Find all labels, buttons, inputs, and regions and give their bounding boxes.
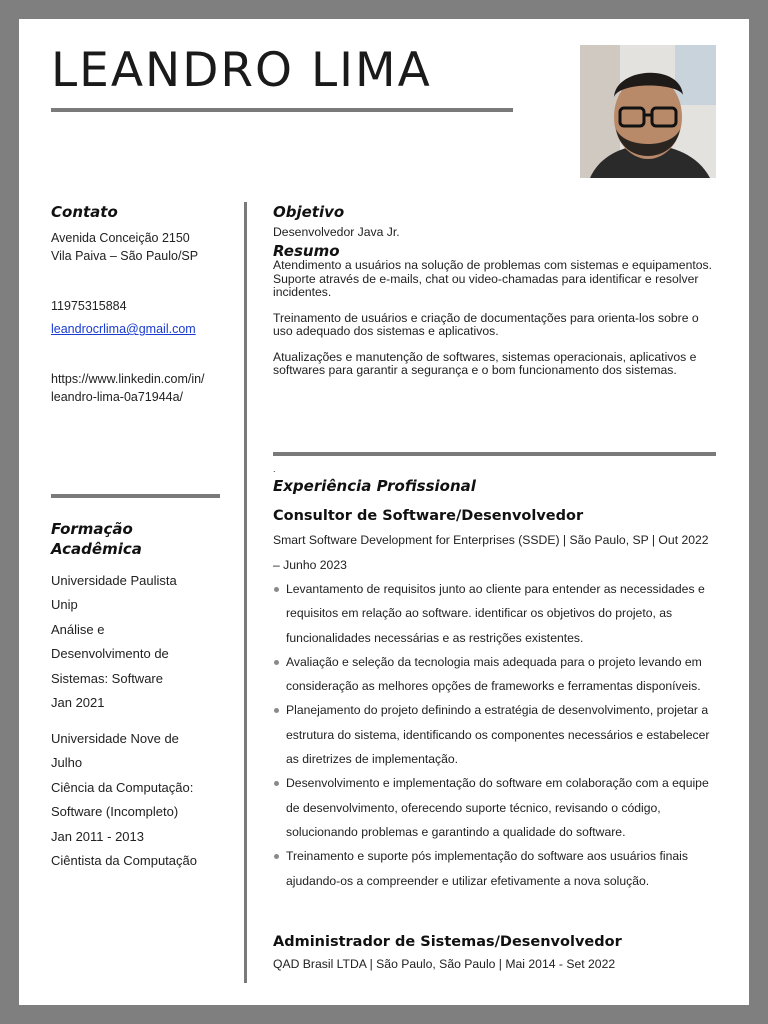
email-link[interactable]: leandrocrlima@gmail.com [51,322,196,336]
education-line: Análise e [51,621,105,637]
summary-body [273,259,717,390]
summary-paragraph: Atendimento a usuários na solução de problemas com sistemas e equipamentos. Suporte através de e-mails, chat ou video-chamadas para identificar e resolver incidentes. [273,258,712,299]
list-item [273,771,717,844]
education-line: Unip [51,597,78,613]
education-title-line-1: Formação [51,520,133,538]
summary-paragraph: Treinamento de usuários e criação de documentações para orienta-los sobre o uso adequado dos sistemas e aplicativos. [273,310,699,338]
bullet-text: Avaliação e seleção da tecnologia mais adequada para o projeto levando em consideração as melhores opções de frameworks e ferramentas disponíveis. [286,654,702,694]
email-wrapper [51,320,231,339]
education-title-line-2: Acadêmica [51,540,142,558]
address-line-2: Vila Paiva – São Paulo/SP [51,249,199,263]
bullet-icon [274,781,279,786]
education-line: Software (Incompleto) [51,804,179,820]
summary-divider [273,452,716,456]
job-title: Administrador de Sistemas/Desenvolvedor [273,934,622,950]
summary-paragraph: Atualizações e manutenção de softwares, sistemas operacionais, aplicativos e softwares para garantir a segurança e o bom funcionamento dos sistemas. [273,349,697,377]
education-line: Ciência da Computação: [51,779,194,795]
objective-text: Desenvolvedor Java Jr. [273,225,400,239]
bullet-text: Desenvolvimento e implementação do software em colaboração com a equipe de desenvolvimento, oferecendo suporte técnico, revisando o código, solucionando problemas e garantindo a qualidade do software. [286,776,709,839]
bullet-icon [274,708,279,713]
education-line: Julho [51,755,83,771]
education-line: Universidade Paulista [51,573,177,588]
education-line: Sistemas: Software [51,670,163,686]
education-line: Jan 2011 - 2013 [51,828,144,844]
stray-dot: . [273,464,276,474]
name-divider [51,108,513,112]
bullet-text: Levantamento de requisitos junto ao cliente para entender as necessidades e requisitos em relação ao software. identificar os objetivos do projeto, as funcionalidades necessárias e as restrições existentes. [286,582,705,645]
education-line: Desenvolvimento de [51,646,169,662]
education-title [51,519,231,559]
bullet-icon [274,587,279,592]
job-meta: QAD Brasil LTDA | São Paulo, São Paulo | Mai 2014 - Set 2022 [273,957,616,971]
job-entry [273,508,717,893]
job-bullets [273,577,717,893]
list-item [273,577,717,650]
job-title: Consultor de Software/Desenvolvedor [273,508,584,524]
education-line: Ciêntista da Computação [51,853,197,869]
column-divider [244,202,247,983]
contact-divider [51,494,220,498]
bullet-icon [274,660,279,665]
list-item [273,698,717,771]
summary-title: Resumo [273,242,340,260]
list-item [273,650,717,699]
job-meta: Smart Software Development for Enterprises (SSDE) | São Paulo, SP | Out 2022 – Junho 2023 [273,533,709,572]
bullet-icon [274,854,279,859]
job-entry [273,934,717,977]
experience-title: Experiência Profissional [273,477,476,495]
phone: 11975315884 [51,299,127,313]
bullet-text: Planejamento do projeto definindo a estratégia de desenvolvimento, projetar a estrutura do sistema, identificando os componentes necessários e estabelecer as diretrizes de implementação. [286,703,710,767]
linkedin-line-1[interactable]: https://www.linkedin.com/in/ [51,372,205,386]
contact-title: Contato [51,203,118,221]
list-item [273,844,717,893]
education-entry [51,727,231,873]
linkedin-line-2[interactable]: leandro-lima-0a71944a/ [51,390,184,404]
resume-page [19,19,749,1005]
objective-title: Objetivo [273,203,345,221]
bullet-text: Treinamento e suporte pós implementação do software aos usuários finais ajudando-os a compreender e utilizar efetivamente a nova solução. [286,849,688,888]
education-line: Jan 2021 [51,695,105,711]
education-line: Universidade Nove de [51,731,179,746]
candidate-name: LEANDRO LIMA [51,43,432,98]
education-entry [51,569,231,715]
address-line-1: Avenida Conceição 2150 [51,231,190,245]
profile-photo [580,45,716,178]
profile-photo-image [580,45,716,178]
